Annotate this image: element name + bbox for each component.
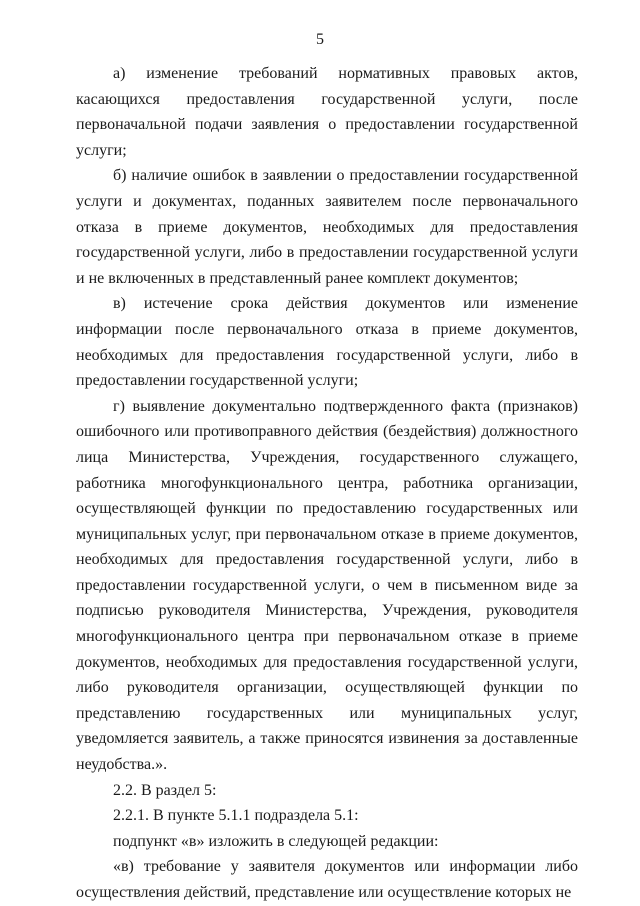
paragraph-g: г) выявление документально подтвержденного факта (признаков) ошибочного или противоправного действия (бездействия) должностного лица Министерства, Учреждения, государственного служащего, работника многофункционального центра, работника организации, осуществляющей функции по предоставлению государственных или муниципальных услуг, при первоначальном отказе в приеме документов, необходимых для предоставления государственной услуги, либо в предоставлении государственной услуги, о чем в письменном виде за подписью руководителя Министерства, Учреждения, руководителя многофункционального центра при первоначальном отказе в приеме документов, необходимых для предоставления государственной услуги, либо руководителя организации, осуществляющей функции по представлению государственных или муниципальных услуг, уведомляется заявитель, а также приносятся извинения за доставленные неудобства.».	[76, 397, 578, 774]
document-body	[76, 61, 578, 906]
section-2-2-1: 2.2.1. В пункте 5.1.1 подраздела 5.1:	[113, 807, 359, 825]
paragraph-v: в) истечение срока действия документов или изменение информации после первоначального отказа в приеме документов, необходимых для предоставления государственной услуги, либо в предоставлении государственной услуги;	[76, 295, 578, 390]
paragraph-b: б) наличие ошибок в заявлении о предоставлении государственной услуги и документах, поданных заявителем после первоначального отказа в приеме документов, необходимых для предоставления государственной услуги, либо в предоставлении государственной услуги и не включенных в представленный ранее комплект документов;	[76, 167, 578, 287]
page-number: 5	[316, 31, 324, 48]
paragraph-a: а) изменение требований нормативных правовых актов, касающихся предоставления государственной услуги, после первоначальной подачи заявления о предоставлении государственной услуги;	[76, 65, 578, 159]
subpoint-v-text: «в) требование у заявителя документов или информации либо осуществления действий, представление или осуществление которых не	[76, 858, 578, 901]
subpoint-instruction: подпункт «в» изложить в следующей редакции:	[113, 832, 439, 850]
section-2-2: 2.2. В раздел 5:	[113, 781, 217, 799]
